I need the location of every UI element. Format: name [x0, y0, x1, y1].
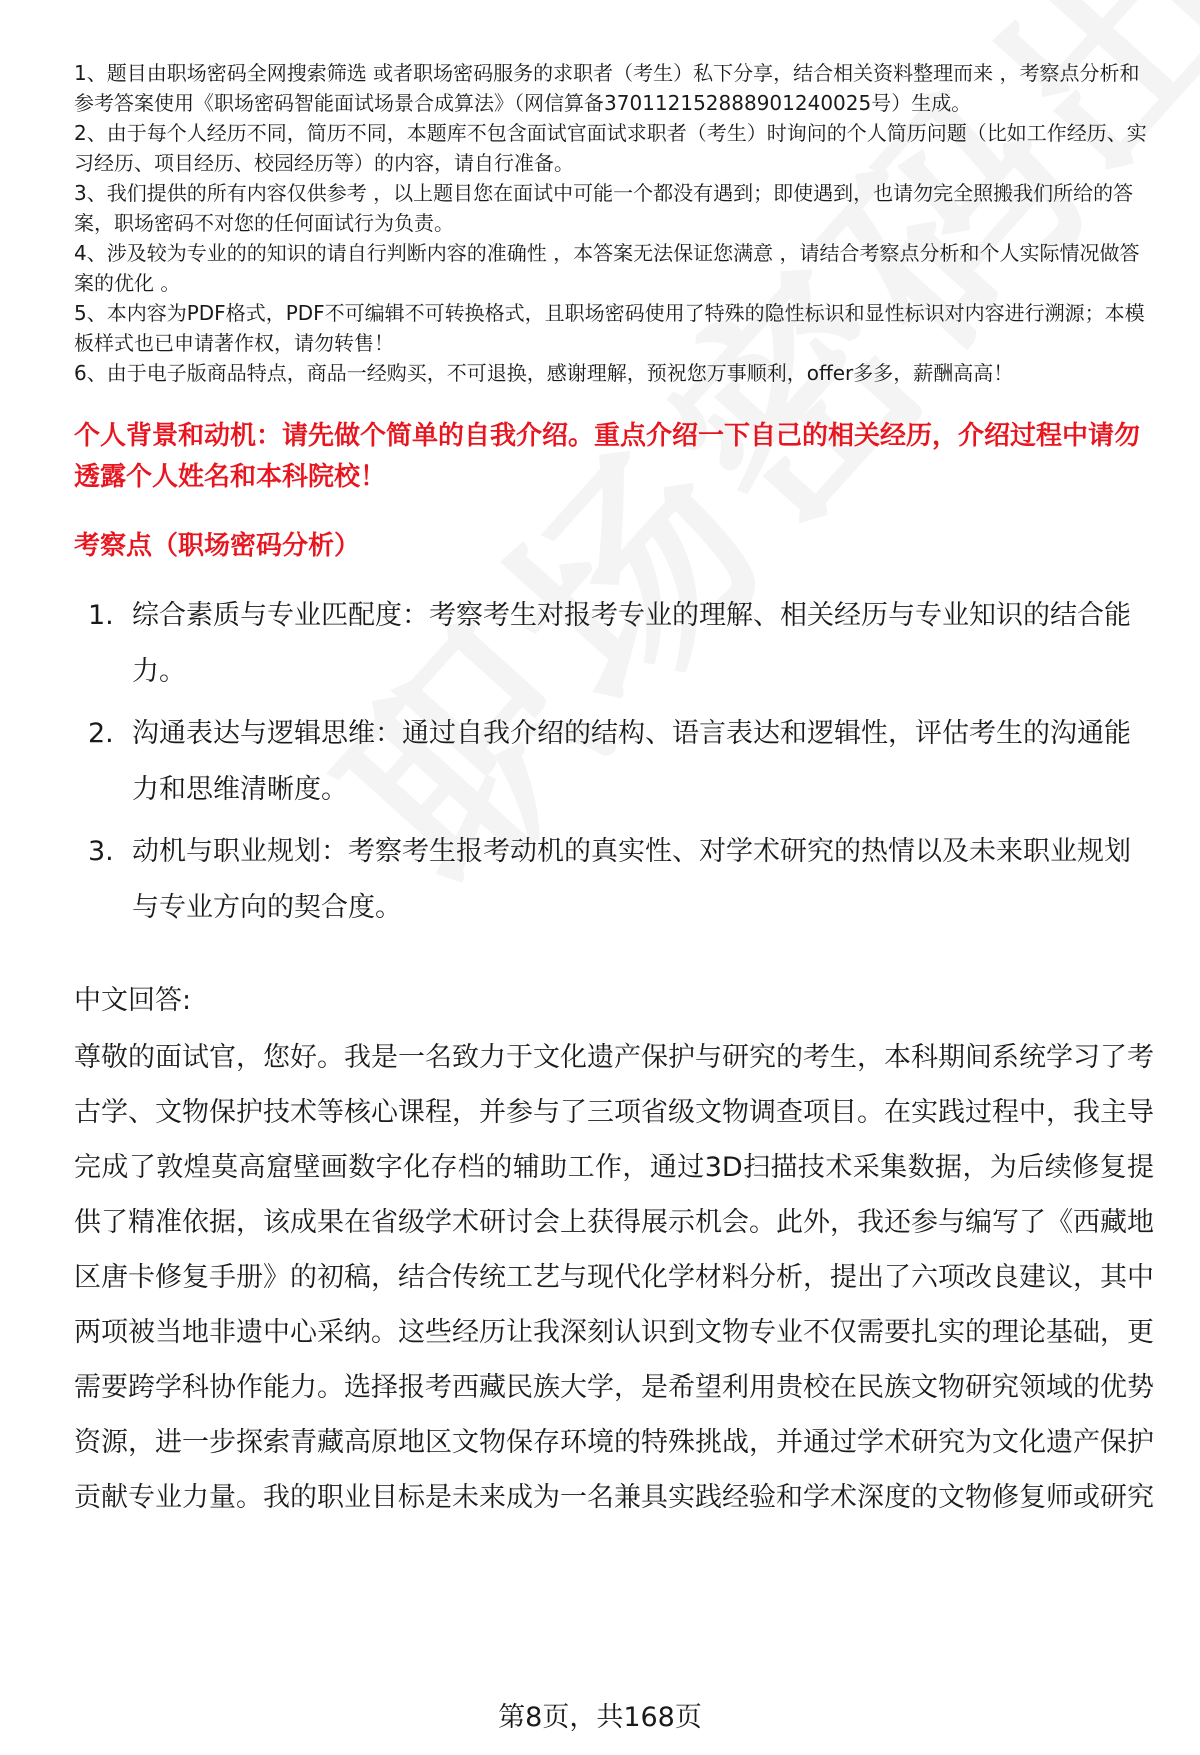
analysis-point	[88, 706, 1154, 818]
notice-item: 2、由于每个人经历不同，简历不同，本题库不包含面试官面试求职者（考生）时询问的个人简历问题（比如工作经历、实习经历、项目经历、校园经历等）的内容，请自行准备。	[74, 121, 1147, 175]
notice-list	[74, 58, 1154, 388]
page-footer: 第8页，共168页	[498, 1702, 702, 1733]
point-number: 2.	[88, 718, 114, 749]
interview-question: 个人背景和动机：请先做个简单的自我介绍。重点介绍一下自己的相关经历，介绍过程中请勿透露个人姓名和本科院校！	[74, 421, 1141, 492]
point-number: 3.	[88, 836, 114, 867]
analysis-point	[88, 588, 1154, 700]
notice-item: 4、涉及较为专业的的知识的请自行判断内容的准确性 ，本答案无法保证您满意 ，请结合考察点分析和个人实际情况做答案的优化 。	[74, 241, 1140, 295]
point-text: 动机与职业规划：考察考生报考动机的真实性、对学术研究的热情以及未来职业规划与专业方向的契合度。	[132, 836, 1131, 923]
analysis-title: 考察点（职场密码分析）	[74, 531, 361, 561]
notice-item: 5、本内容为PDF格式，PDF不可编辑不可转换格式，且职场密码使用了特殊的隐性标识和显性标识对内容进行溯源；本模板样式也已申请著作权，请勿转售！	[74, 301, 1145, 355]
answer-text: 尊敬的面试官，您好。我是一名致力于文化遗产保护与研究的考生，本科期间系统学习了考古学、文物保护技术等核心课程，并参与了三项省级文物调查项目。在实践过程中，我主导完成了敦煌莫高窟壁画数字化存档的辅助工作，通过3D扫描技术采集数据，为后续修复提供了精准依据，该成果在省级学术研讨会上获得展示机会。此外，我还参与编写了《西藏地区唐卡修复手册》的初稿，结合传统工艺与现代化学材料分析，提出了六项改良建议，其中两项被当地非遗中心采纳。这些经历让我深刻认识到文物专业不仅需要扎实的理论基础，更需要跨学科协作能力。选择报考西藏民族大学，是希望利用贵校在民族文物研究领域的优势资源，进一步探索青藏高原地区文物保存环境的特殊挑战，并通过学术研究为文化遗产保护贡献专业力量。我的职业目标是未来成为一名兼具实践经验和学术深度的文物修复师或研究	[74, 1042, 1154, 1513]
point-text: 沟通表达与逻辑思维：通过自我介绍的结构、语言表达和逻辑性，评估考生的沟通能力和思维清晰度。	[132, 718, 1131, 805]
notice-item: 6、由于电子版商品特点，商品一经购买，不可退换，感谢理解，预祝您万事顺利，offer多多，薪酬高高！	[74, 361, 1014, 385]
document-page	[74, 58, 1154, 1525]
answer-label: 中文回答:	[74, 985, 192, 1016]
notice-item: 1、题目由职场密码全网搜索筛选 或者职场密码服务的求职者（考生）私下分享，结合相关资料整理而来 ，考察点分析和参考答案使用《职场密码智能面试场景合成算法》（网信算备370112152888901240025号）生成。	[74, 61, 1140, 115]
point-text: 综合素质与专业匹配度：考察考生对报考专业的理解、相关经历与专业知识的结合能力。	[132, 600, 1131, 687]
notice-item: 3、我们提供的所有内容仅供参考 ，以上题目您在面试中可能一个都没有遇到；即使遇到，也请勿完全照搬我们所给的答案，职场密码不对您的任何面试行为负责。	[74, 181, 1134, 235]
point-number: 1.	[88, 600, 114, 631]
analysis-point	[88, 824, 1154, 936]
analysis-points	[74, 588, 1154, 936]
